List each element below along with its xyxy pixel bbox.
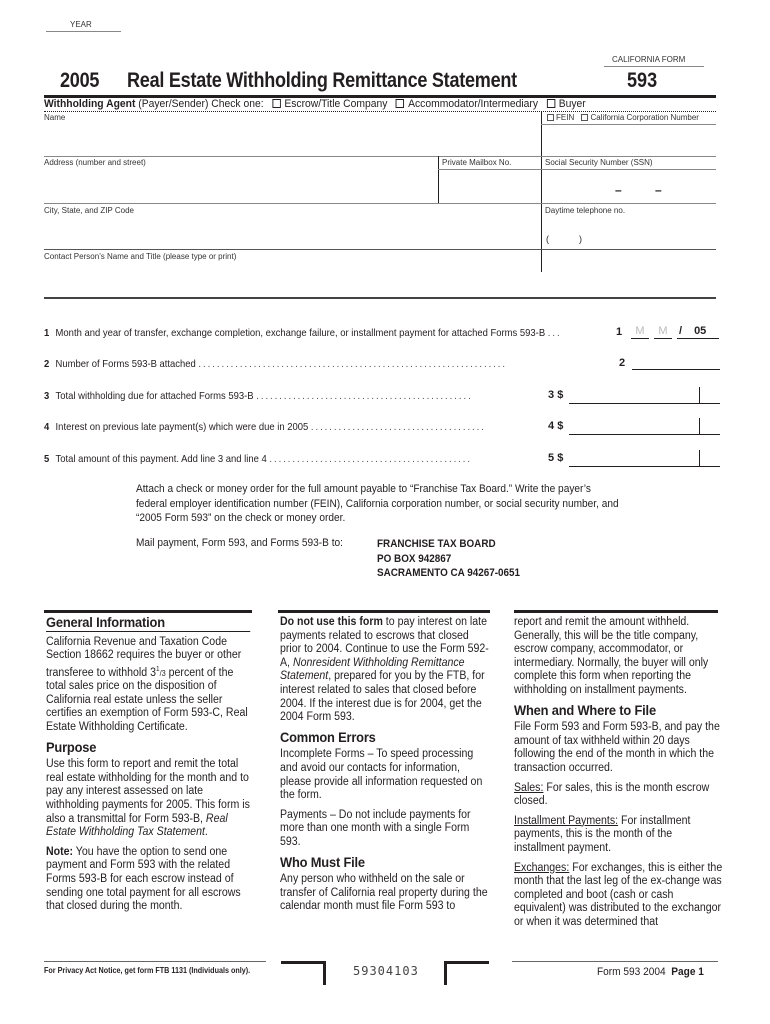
withholding-agent-row bbox=[44, 98, 586, 110]
address-label: Address (number and street) bbox=[44, 158, 146, 167]
phone-label: Daytime telephone no. bbox=[545, 206, 626, 215]
line-5: 5 Total amount of this payment. Add line 3 and line 4 ............................................ bbox=[44, 453, 473, 465]
line-4-number: 4 bbox=[44, 421, 50, 433]
middle-column bbox=[280, 616, 490, 920]
line-3-ref: 3 $ bbox=[548, 389, 564, 401]
name-row-rule bbox=[44, 156, 716, 157]
col3-top-rule bbox=[514, 610, 718, 613]
pmb-field[interactable] bbox=[440, 171, 539, 201]
name-label: Name bbox=[44, 113, 66, 122]
ssn-dashes: – – bbox=[615, 183, 662, 197]
id-type-rule bbox=[541, 124, 716, 125]
line-1-month-1[interactable]: M bbox=[631, 325, 649, 339]
city-row-rule bbox=[44, 249, 716, 250]
line-3: 3 Total withholding due for attached Forms 593-B ............................................... bbox=[44, 390, 473, 402]
line-4-amount-field[interactable] bbox=[569, 420, 720, 435]
line-3-amount-field[interactable] bbox=[569, 389, 720, 404]
line-5-number: 5 bbox=[44, 453, 50, 465]
line-1-number: 1 bbox=[44, 327, 50, 339]
general-info-column bbox=[46, 616, 254, 920]
form-label-underline bbox=[604, 66, 704, 67]
contact-label: Contact Person’s Name and Title (please type or print) bbox=[44, 252, 237, 261]
line-4: 4 Interest on previous late payment(s) which were due in 2005 ...................................... bbox=[44, 421, 486, 433]
line-2-field[interactable] bbox=[632, 356, 720, 370]
withholding-agent-sublabel: (Payer/Sender) Check one: bbox=[138, 98, 264, 110]
line-3-cents-divider bbox=[699, 387, 700, 403]
name-field[interactable] bbox=[44, 122, 540, 152]
fein-label: FEIN bbox=[556, 113, 575, 122]
line-1: 1 Month and year of transfer, exchange completion, exchange failure, or installment payment for attached Forms 593-B ... bbox=[44, 327, 562, 339]
withholding-agent-label: Withholding Agent bbox=[44, 98, 136, 110]
phone-field[interactable] bbox=[543, 218, 715, 248]
form-year: 2005 bbox=[60, 69, 100, 92]
escrow-label: Escrow/Title Company bbox=[284, 98, 388, 110]
address-row-rule bbox=[44, 203, 716, 204]
when-where-text: File Form 593 and Form 593-B, and pay the amount of tax withheld within 20 days following the end of the month in which the transaction occurred. bbox=[514, 721, 720, 774]
purpose-text: Use this form to report and remit the total real estate withholding for the month and to pay any interest assessed on late withholding payments for 2005. This form is also a transmittal for Form 593-B, Real Estate Withholding Tax Statement. bbox=[46, 758, 250, 839]
incomplete-forms-text: Incomplete Forms – To speed processing and avoid our contacts for information, please provide all information requested on the form. bbox=[280, 748, 483, 802]
installment-text: Installment Payments: For installment payments, this is the month of the installment payment. bbox=[514, 814, 691, 854]
corner-mark-left-v bbox=[323, 961, 326, 985]
mailing-address: FRANCHISE TAX BOARD PO BOX 942867 SACRAMENTO CA 94267-0651 bbox=[377, 538, 521, 579]
line-4-text: Interest on previous late payment(s) which were due in 2005 bbox=[55, 421, 309, 433]
do-not-use-text: Do not use this form to pay interest on late payments related to escrows that closed prior to 2004. Continue to use the Form 592-A, Nonresident Withholding Remittance Statement, prepared for you by the FTB, for interest related to sales that closed before 2004. If the interest due is for 2004, get the 2004 Form 593. bbox=[280, 616, 489, 724]
line-2: 2 Number of Forms 593-B attached ................................................................... bbox=[44, 358, 508, 370]
california-form-label: CALIFORNIA FORM bbox=[612, 55, 686, 64]
ssn-label: Social Security Number (SSN) bbox=[545, 158, 653, 167]
page-title: Real Estate Withholding Remittance Statement bbox=[127, 69, 517, 92]
col1-top-rule bbox=[44, 610, 252, 613]
page-number: Page 1 bbox=[671, 966, 704, 978]
pmb-divider bbox=[438, 156, 439, 203]
corner-mark-left-h bbox=[281, 961, 326, 964]
general-info-heading: General Information bbox=[46, 616, 250, 632]
attach-instructions: Attach a check or money order for the full amount payable to “Franchise Tax Board.” Write the payer’s federal employer identification number (FEIN), California corporation number, or social security number, and “2005 Form 593” on the check or money order. bbox=[136, 483, 619, 524]
fein-corp-number-field[interactable] bbox=[543, 126, 715, 154]
year-underline bbox=[46, 31, 121, 32]
col2-top-rule bbox=[278, 610, 490, 613]
city-label: City, State, and ZIP Code bbox=[44, 206, 134, 215]
city-state-zip-field[interactable] bbox=[44, 216, 538, 248]
accommodator-checkbox[interactable] bbox=[396, 99, 404, 108]
line-5-text: Total amount of this payment. Add line 3 and line 4 bbox=[55, 453, 267, 465]
mail-label: Mail payment, Form 593, and Forms 593-B to: bbox=[136, 537, 343, 549]
exchanges-text: Exchanges: For exchanges, this is either the month that the last leg of the ex-change was completed and boot (cash or cash equivalent) was distributed to the exchangor or when it was determined that bbox=[514, 861, 723, 928]
barcode-number: 59304103 bbox=[353, 964, 419, 978]
form-number: 593 bbox=[627, 69, 658, 92]
pmb-ssn-rule bbox=[438, 169, 716, 170]
ca-corp-checkbox[interactable] bbox=[581, 114, 588, 121]
contact-field[interactable] bbox=[44, 262, 716, 294]
line-1-year: 05 bbox=[694, 325, 707, 337]
form-page-ref: Form 593 2004 Page 1 bbox=[597, 966, 704, 978]
year-label: YEAR bbox=[70, 20, 92, 29]
line-4-cents-divider bbox=[699, 418, 700, 434]
id-type-row bbox=[545, 113, 699, 122]
ca-corp-label: California Corporation Number bbox=[590, 113, 699, 122]
privacy-notice: For Privacy Act Notice, get form FTB 1131 (Individuals only). bbox=[44, 966, 251, 975]
sales-text: Sales: For sales, this is the month escrow closed. bbox=[514, 781, 710, 808]
note-text: Note: You have the option to send one payment and Form 593 with the related Forms 593-B for each escrow instead of sending one total payment for all escrows that closed during the month. bbox=[46, 845, 241, 913]
line-3-text: Total withholding due for attached Forms 593-B bbox=[55, 390, 254, 402]
footer-left-rule bbox=[44, 961, 266, 962]
address-field[interactable] bbox=[44, 168, 436, 198]
accommodator-label: Accommodator/Intermediary bbox=[408, 98, 538, 110]
line-1-year-field[interactable]: / 05 bbox=[677, 325, 719, 339]
line-1-ref: 1 bbox=[616, 326, 623, 338]
escrow-checkbox[interactable] bbox=[272, 99, 280, 108]
report-text: report and remit the amount withheld. Generally, this will be the title company, escrow company, accommodator, or intermediary. Normally, the buyer will only complete this form when reporting the withholding on installment payments. bbox=[514, 616, 709, 696]
common-errors-heading: Common Errors bbox=[280, 728, 376, 745]
purpose-heading: Purpose bbox=[46, 738, 97, 755]
line-1-month-2[interactable]: M bbox=[654, 325, 672, 339]
buyer-checkbox[interactable] bbox=[547, 99, 555, 108]
line-5-amount-field[interactable] bbox=[569, 452, 720, 467]
line-5-cents-divider bbox=[699, 450, 700, 466]
line-5-ref: 5 $ bbox=[548, 452, 564, 464]
footer-right-rule bbox=[512, 961, 718, 962]
line-1-text: Month and year of transfer, exchange completion, exchange failure, or installment payment for attached Forms 593-B bbox=[55, 327, 546, 339]
corner-mark-right-v bbox=[444, 961, 447, 985]
general-info-text: California Revenue and Taxation Code Section 18662 requires the buyer or other transferee to withhold $3^1/3$ percent of the total sales price on the disposition of California real estate unless the seller certifies an exemption of Form 593-C, Real Estate Withholding Certificate. bbox=[46, 635, 248, 733]
when-where-heading: When and Where to File bbox=[514, 701, 656, 718]
right-column-divider bbox=[541, 112, 542, 272]
line-4-ref: 4 $ bbox=[548, 420, 564, 432]
pmb-label: Private Mailbox No. bbox=[442, 158, 512, 167]
fein-checkbox[interactable] bbox=[547, 114, 554, 121]
buyer-label: Buyer bbox=[558, 98, 586, 110]
line-3-number: 3 bbox=[44, 390, 50, 402]
line-2-text: Number of Forms 593-B attached bbox=[55, 358, 196, 370]
who-must-file-text: Any person who withheld on the sale or transfer of California real property during the calendar month must file Form 593 to bbox=[280, 873, 488, 913]
contact-row-rule bbox=[44, 297, 716, 299]
line-2-ref: 2 bbox=[619, 357, 626, 369]
phone-parens: ( ) bbox=[546, 234, 582, 244]
line-2-number: 2 bbox=[44, 358, 50, 370]
payments-text: Payments – Do not include payments for more than one month with a single Form 593. bbox=[280, 808, 471, 848]
right-column bbox=[514, 616, 724, 935]
who-must-file-heading: Who Must File bbox=[280, 853, 365, 870]
corner-mark-right-h bbox=[444, 961, 489, 964]
